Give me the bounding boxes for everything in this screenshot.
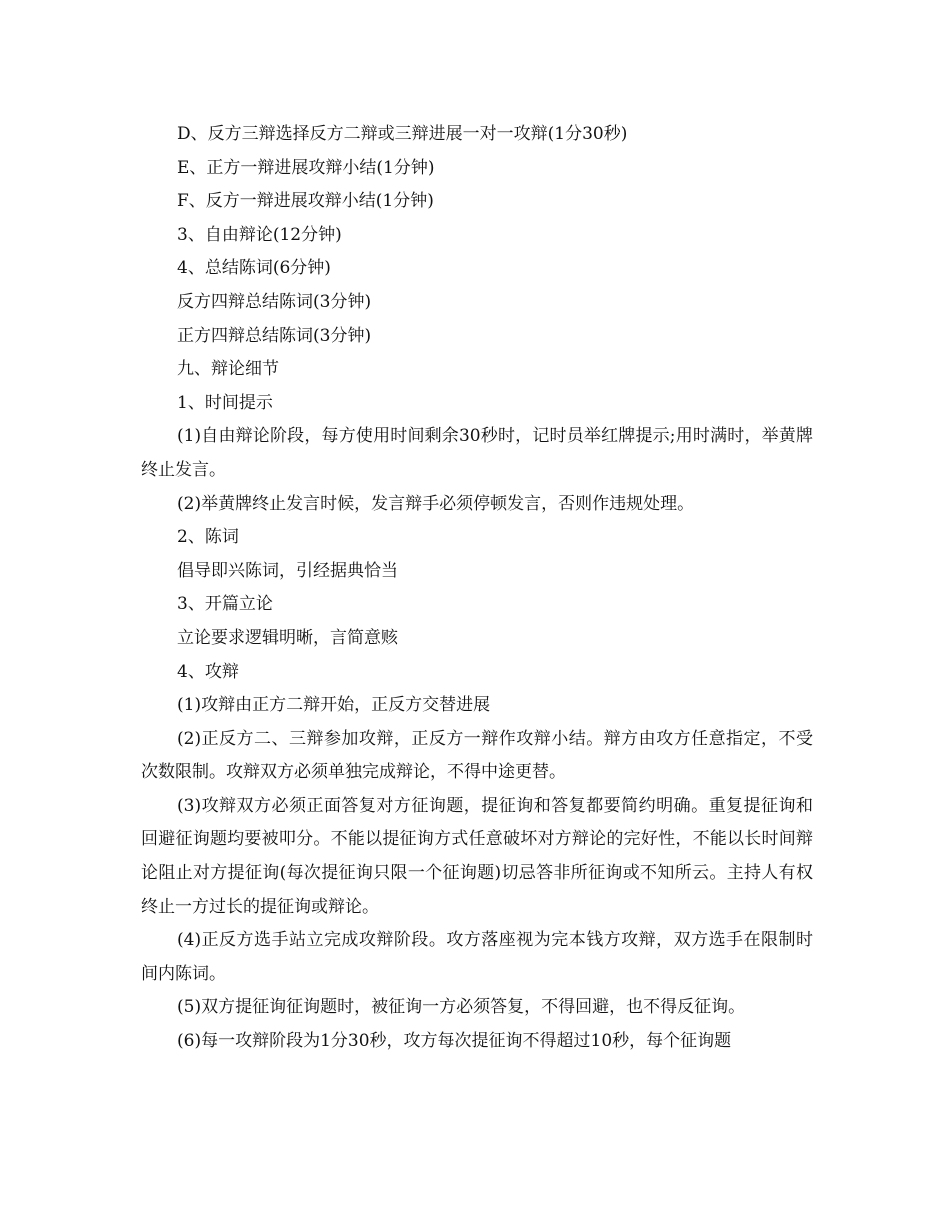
paragraph: (2)正反方二、三辩参加攻辩，正反方一辩作攻辩小结。辩方由攻方任意指定，不受次数限制。攻辩双方必须单独完成辩论，不得中途更替。 xyxy=(141,728,813,783)
paragraph: 正方四辩总结陈词(3分钟) xyxy=(177,325,372,346)
document-body xyxy=(141,118,813,1059)
paragraph: 4、总结陈词(6分钟) xyxy=(177,258,331,279)
paragraph: 反方四辩总结陈词(3分钟) xyxy=(177,291,372,312)
paragraph: E、正方一辩进展攻辩小结(1分钟) xyxy=(177,157,435,178)
paragraph: (1)攻辩由正方二辩开始，正反方交替进展 xyxy=(177,695,491,716)
subsection-heading: 3、开篇立论 xyxy=(177,594,273,615)
paragraph: (4)正反方选手站立完成攻辩阶段。攻方落座视为完本钱方攻辩，双方选手在限制时间内陈词。 xyxy=(141,930,813,984)
paragraph: (6)每一攻辩阶段为1分30秒，攻方每次提征询不得超过10秒，每个征询题 xyxy=(177,1031,732,1052)
paragraph: (5)双方提征询征询题时，被征询一方必须答复，不得回避，也不得反征询。 xyxy=(177,997,746,1018)
paragraph: 立论要求逻辑明晰，言简意赅 xyxy=(177,627,398,648)
paragraph: 3、自由辩论(12分钟) xyxy=(177,224,342,245)
section-heading: 九、辩论细节 xyxy=(177,359,279,380)
paragraph: F、反方一辩进展攻辩小结(1分钟) xyxy=(177,191,434,212)
subsection-heading: 2、陈词 xyxy=(177,527,239,548)
subsection-heading: 1、时间提示 xyxy=(177,392,273,413)
paragraph: (2)举黄牌终止发言时候，发言辩手必须停顿发言，否则作违规处理。 xyxy=(177,493,695,514)
paragraph: (3)攻辩双方必须正面答复对方征询题，提征询和答复都要简约明确。重复提征询和回避征询题均要被叩分。不能以提征询方式任意破坏对方辩论的完好性，不能以长时间辩论阻止对方提征询(每次提征询只限一个征询题)切忌答非所征询或不知所云。主持人有权终止一方过长的提征询或辩论。 xyxy=(141,795,813,917)
paragraph: D、反方三辩选择反方二辩或三辩进展一对一攻辩(1分30秒) xyxy=(177,124,628,144)
paragraph: 倡导即兴陈词，引经据典恰当 xyxy=(177,560,398,581)
subsection-heading: 4、攻辩 xyxy=(177,661,239,682)
paragraph: (1)自由辩论阶段，每方使用时间剩余30秒时，记时员举红牌提示;用时满时，举黄牌终止发言。 xyxy=(141,426,813,480)
